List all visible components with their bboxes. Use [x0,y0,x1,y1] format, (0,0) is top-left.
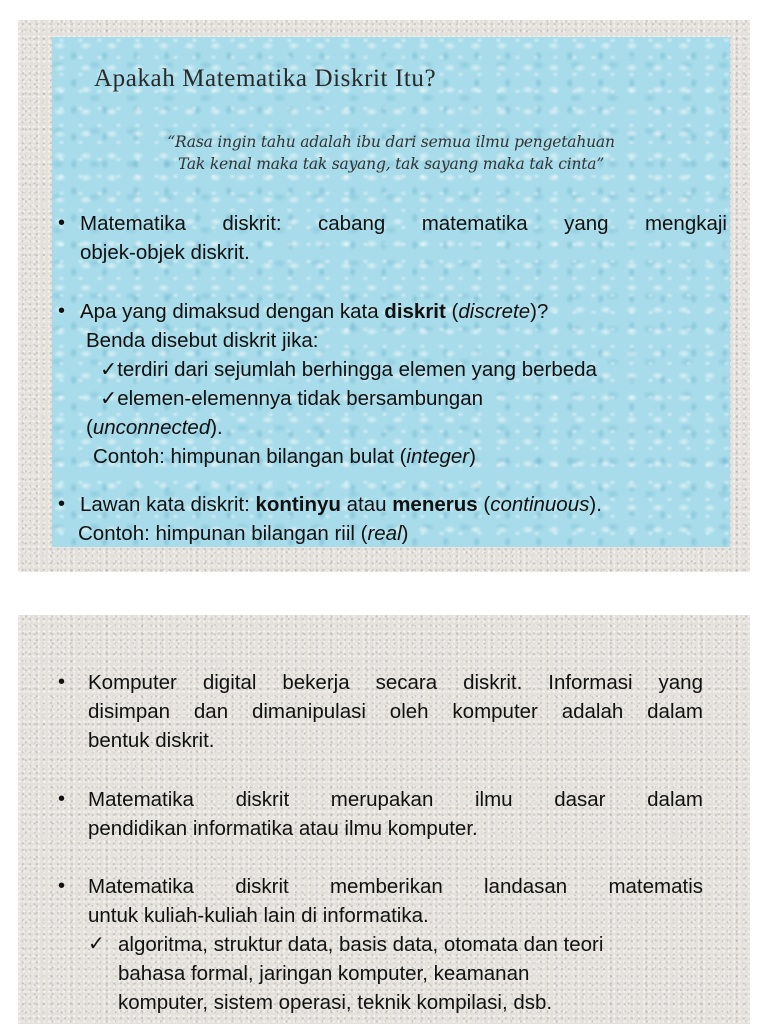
slide-2 [18,615,750,1024]
bullet-marker: • [58,788,66,810]
paren-open: ( [86,416,93,439]
bullet-3-italic: continuous [490,493,590,516]
bullet-2-line-2: Benda disebut diskrit jika: [86,329,319,352]
example-intro: Contoh: himpunan bilangan riil ( [78,522,368,545]
bullet-2-italic-term: discrete [458,300,531,323]
example-italic: real [367,522,402,545]
slide-title: Apakah Matematika Diskrit Itu? [94,65,437,92]
quote-line-2: Tak kenal maka tak sayang, tak sayang maka tak cinta” [177,155,605,173]
checklist-item-text: elemen-elemennya tidak bersambungan [117,387,483,410]
bullet-3-bold-2: menerus [392,493,478,516]
bullet-1-line-1: Komputer digital bekerja secara diskrit. Informasi yang [88,671,703,694]
checklist-item-continuation [86,413,223,442]
slide-2-bullet-3 [88,872,703,930]
bullet-3-line-1 [80,490,602,519]
bullet-2-line-1: Matematika diskrit merupakan ilmu dasar dalam [88,788,703,811]
paren-close: ). [210,416,223,439]
bullet-marker: • [58,875,66,897]
bullet-2-intro: Apa yang dimaksud dengan kata [80,300,385,323]
checklist-line-3: komputer, sistem operasi, teknik kompilasi, dsb. [118,991,553,1014]
bullet-2-line-1 [80,297,548,326]
bullet-marker: • [58,212,66,234]
bullet-2-line-2: pendidikan informatika atau ilmu komputer. [88,817,478,840]
slide-2-bullet-1 [88,668,703,755]
example-close: ) [401,522,409,545]
bullet-3-paren-close: ). [589,493,602,516]
bullet-3-line-1: Matematika diskrit memberikan landasan matematis [88,875,703,898]
bullet-1-line-1: Matematika diskrit: cabang matematika yang mengkaji [80,212,727,235]
slide-1 [18,20,750,572]
check-icon: ✓ [88,933,105,955]
check-icon: ✓ [100,387,118,410]
example-italic: integer [406,445,470,468]
bullet-1-text [80,209,727,267]
bullet-marker: • [58,493,66,515]
italic-term: unconnected [92,416,211,439]
quote-line-1: “Rasa ingin tahu adalah ibu dari semua ilmu pengetahuan [167,133,615,151]
bullet-1-line-2: objek-objek diskrit. [80,241,250,264]
bullet-3-paren-open: ( [477,493,491,516]
check-icon: ✓ [100,358,118,381]
checklist-item [100,355,597,384]
checklist-item [100,384,483,413]
bullet-1-line-2: disimpan dan dimanipulasi oleh komputer adalah dalam [88,700,703,723]
bullet-3-middle: atau [340,493,393,516]
bullet-3-line-2: untuk kuliah-kuliah lain di informatika. [88,904,429,927]
bullet-marker: • [58,671,66,693]
bullet-1-line-3: bentuk diskrit. [88,729,215,752]
bullet-3-bold-1: kontinyu [255,493,341,516]
bullet-2-paren-close: )? [530,300,549,323]
example-line [93,442,476,471]
bullet-3-line-2 [78,519,408,548]
checklist-line-1: algoritma, struktur data, basis data, otomata dan teori [118,933,604,956]
bullet-2-bold-term: diskrit [384,300,446,323]
bullet-2-paren-open: ( [445,300,459,323]
slide-2-bullet-2 [88,785,703,843]
slide-2-checklist [118,930,708,1017]
example-intro: Contoh: himpunan bilangan bulat ( [93,445,407,468]
bullet-marker: • [58,300,66,322]
checklist-line-2: bahasa formal, jaringan komputer, keamanan [118,962,530,985]
bullet-3-intro: Lawan kata diskrit: [80,493,256,516]
example-close: ) [469,445,476,468]
checklist-item-text: terdiri dari sejumlah berhingga elemen yang berbeda [117,358,597,381]
slide-1-content-panel [52,37,730,547]
